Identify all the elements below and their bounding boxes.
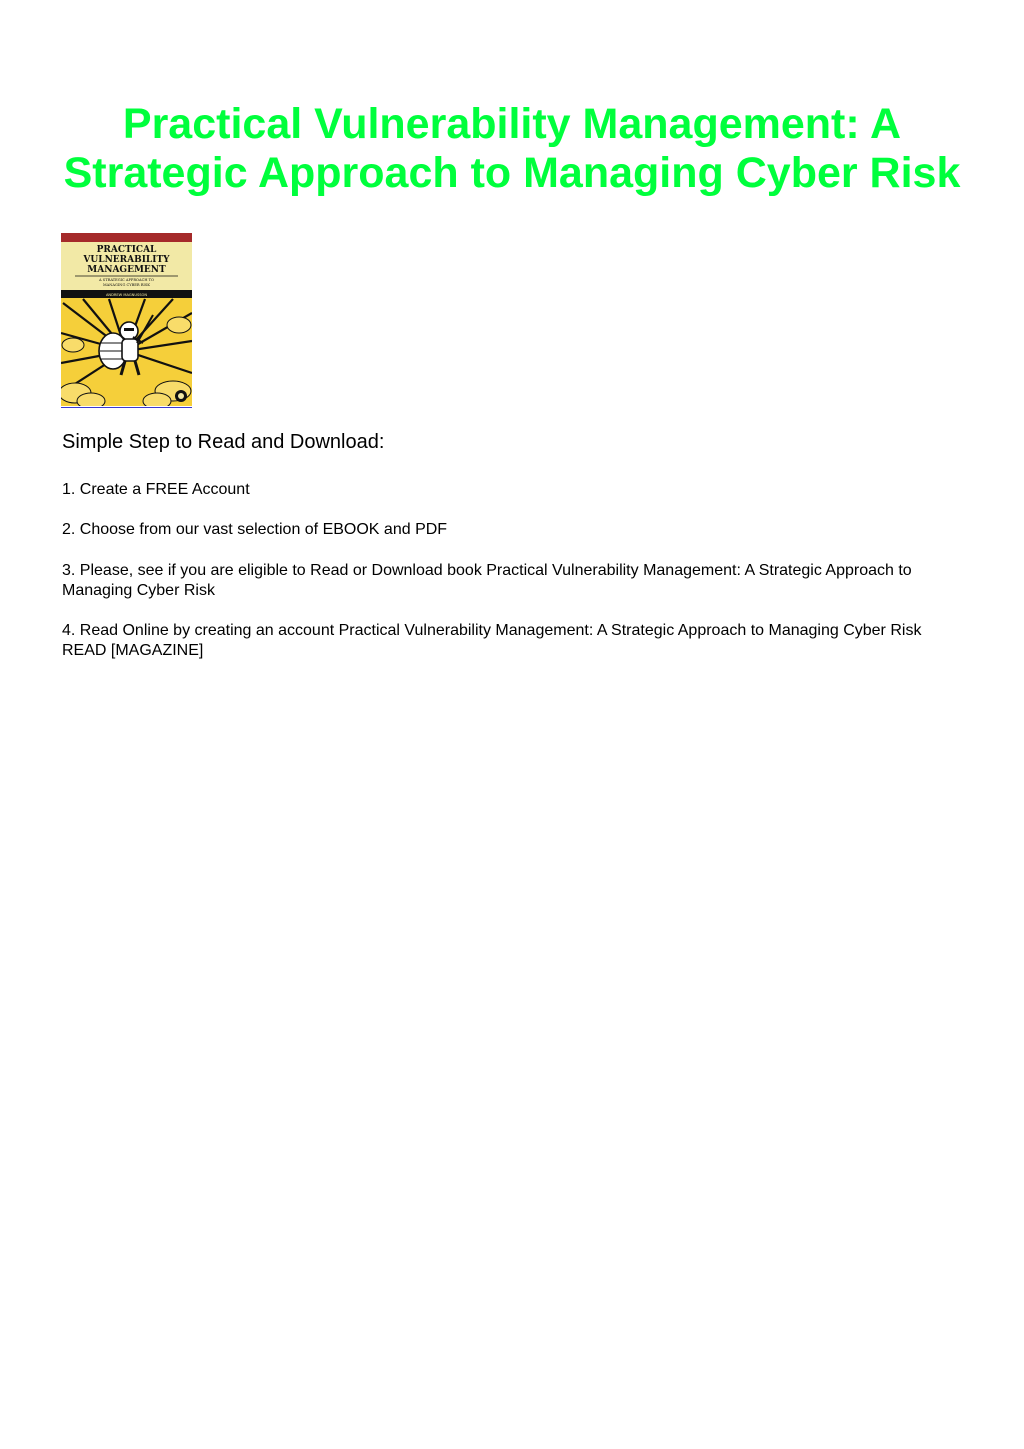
cover-subtitle-line-1: A STRATEGIC APPROACH TO	[99, 278, 154, 282]
step-3: 3. Please, see if you are eligible to Read or Download book Practical Vulnerability Management: A Strategic Approach to Managing Cyber Risk	[62, 562, 912, 599]
document-title: Practical Vulnerability Management: A Strategic Approach to Managing Cyber Risk	[63, 100, 961, 197]
cover-title-line-2: VULNERABILITY	[83, 255, 170, 265]
cover-author: ANDREW MAGNUSSON	[105, 293, 148, 297]
step-1: 1. Create a FREE Account	[62, 481, 250, 498]
step-4: 4. Read Online by creating an account Practical Vulnerability Management: A Strategic Approach to Managing Cyber Risk READ [MAGAZINE]	[62, 622, 922, 659]
book-cover-image	[61, 233, 192, 406]
book-cover-link[interactable]	[61, 233, 192, 408]
instructions-heading: Simple Step to Read and Download:	[62, 431, 385, 453]
cover-title-line-1: PRACTICAL	[96, 245, 157, 255]
cover-title-line-3: MANAGEMENT	[87, 265, 166, 275]
step-2: 2. Choose from our vast selection of EBOOK and PDF	[62, 521, 448, 538]
cover-subtitle-line-2: MANAGING CYBER RISK	[103, 283, 150, 287]
